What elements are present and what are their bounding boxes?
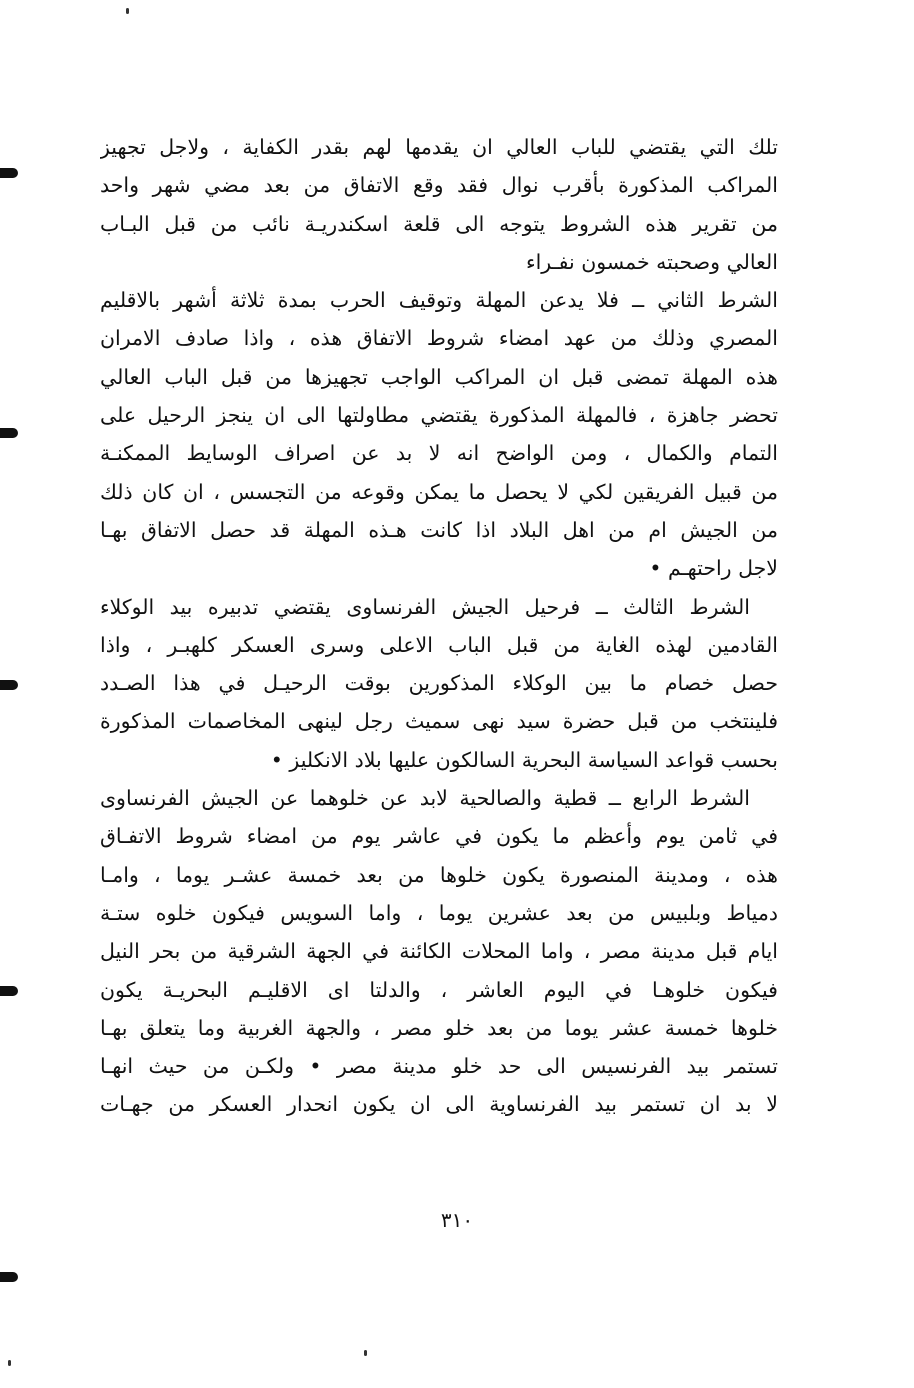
binding-mark: [0, 1272, 18, 1282]
text-line: خلوها خمسة عشر يوما من بعد خلو مصر ، والجهة الغربية وما يتعلق بهـا: [100, 1015, 778, 1040]
text-line: الشرط الثاني ــ فلا يدعن المهلة وتوقيف الحرب بمدة ثلاثة أشهر بالاقليم: [100, 288, 778, 313]
text-line: من الجيش ام من اهل البلاد اذا كانت هـذه المهلة قد حصل الاتفاق بهـا: [100, 517, 778, 542]
page-speck: [126, 8, 129, 14]
text-line: الشرط الرابع ــ قطية والصالحية لابد عن خلوهما عن الجيش الفرنساوى: [100, 786, 750, 811]
body-text: [100, 128, 778, 1124]
text-line: لاجل راحتهـم •: [649, 556, 778, 581]
binding-mark: [0, 680, 18, 690]
page-speck: [364, 1350, 367, 1356]
text-line: تلك التي يقتضي للباب العالي ان يقدمها لهم بقدر الكفاية ، ولاجل تجهيز: [100, 135, 778, 159]
text-line: في ثامن يوم وأعظم ما يكون في عاشر يوم من امضاء شروط الاتفـاق: [100, 824, 778, 849]
binding-mark: [0, 428, 18, 438]
text-line: لا بد ان تستمر بيد الفرنساوية الى ان يكون انحدار العسكر من جهـات: [100, 1092, 778, 1117]
text-line: بحسب قواعد السياسة البحرية السالكون عليها بلاد الانكليز •: [270, 747, 778, 772]
text-line: المصري وذلك من عهد امضاء شروط الاتفاق هذه ، واذا صادف الامران: [100, 326, 778, 351]
text-line: ايام قبل مدينة مصر ، واما المحلات الكائنة في الجهة الشرقية من بحر النيل: [100, 939, 778, 964]
text-line: المراكب المذكورة بأقرب نوال فقد وقع الاتفاق من بعد مضي شهر واحد: [100, 173, 778, 198]
binding-mark: [0, 986, 18, 996]
text-line: تحضر جاهزة ، فالمهلة المذكورة يقتضي مطاولتها الى ان ينجز الرحيل على: [100, 403, 778, 428]
text-line: القادمين لهذه الغاية من قبل الباب الاعلى وسرى العسكر كلهبـر ، واذا: [100, 632, 778, 657]
binding-mark: [0, 168, 18, 178]
text-line: التمام والكمال ، ومن الواضح انه لا بد عن اصراف الوسايط الممكنـة: [100, 441, 778, 466]
text-line: دمياط وبلبيس من بعد عشرين يوما ، واما السويس فيكون خلوه ستـة: [100, 900, 778, 925]
text-line: هذه ، ومدينة المنصورة يكون خلوها من بعد خمسة عشـر يوما ، وامـا: [100, 862, 778, 887]
page-speck: [8, 1360, 11, 1366]
text-line: فلينتخب من قبل حضرة سيد نهى سميث رجل لينهى المخاصمات المذكورة: [100, 709, 778, 734]
text-line: الشرط الثالث ــ فرحيل الجيش الفرنساوى يقتضي تدبيره بيد الوكلاء: [100, 594, 750, 619]
text-line: حصل خصام ما بين الوكلاء المذكورين بوقت الرحيـل في هذا الصـدد: [100, 671, 778, 696]
text-line: هذه المهلة تمضى قبل ان المراكب الواجب تجهيزها من قبل الباب العالي: [100, 364, 778, 389]
text-line: من قبيل الفريقين لكي لا يحصل ما يمكن وقوعه من التجسس ، ان كان ذلك: [100, 479, 778, 504]
text-line: تستمر بيد الفرنسيس الى حد خلو مدينة مصر • ولكـن من حيث انهـا: [100, 1054, 778, 1079]
page-number: ٣١٠: [440, 1208, 474, 1232]
text-line: من تقرير هذه الشروط يتوجه الى قلعة اسكندريـة نائب من قبل البـاب: [100, 211, 778, 236]
text-line: العالي وصحبته خمسون نفـراء: [525, 249, 778, 274]
text-line: فيكون خلوهـا في اليوم العاشر ، والدلتا اى الاقليـم البحريـة يكون: [100, 977, 778, 1002]
